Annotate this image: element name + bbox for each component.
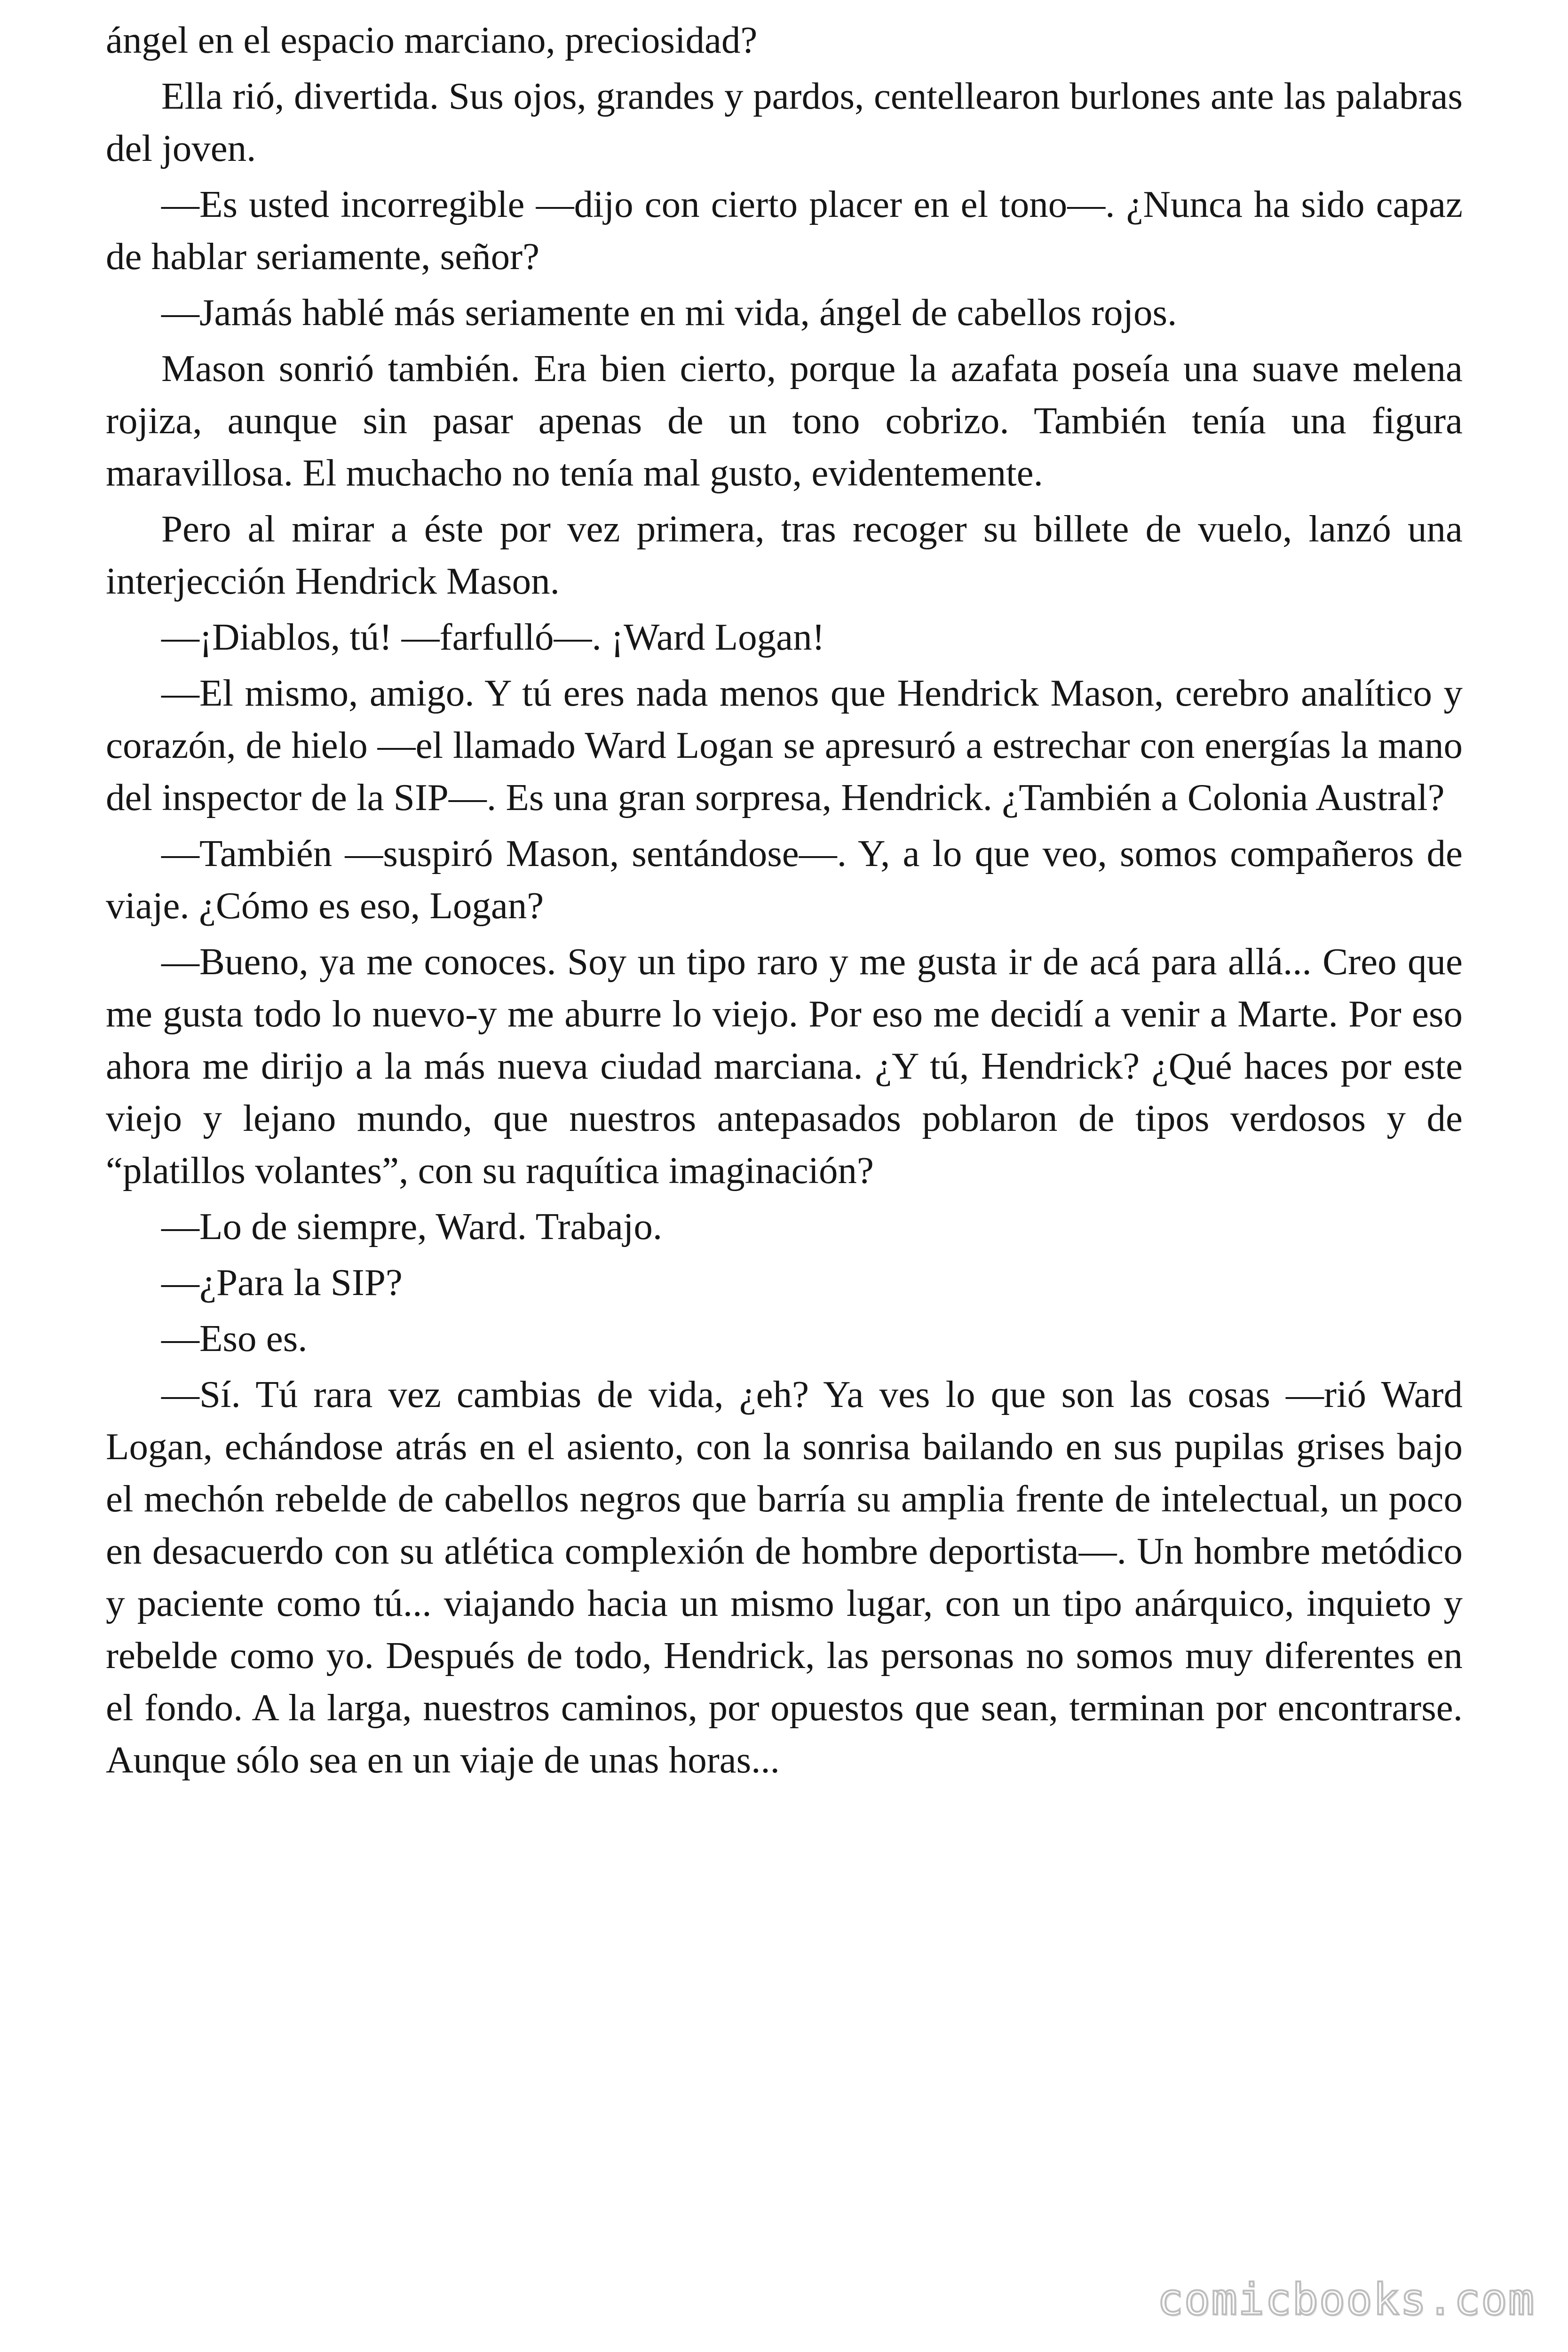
site-watermark: comicbooks.com: [1157, 2274, 1535, 2325]
book-page-text: [106, 14, 1463, 1790]
paragraph-14: —Sí. Tú rara vez cambias de vida, ¿eh? Ya ves lo que son las cosas —rió Ward Logan, echándose atrás en el asiento, con la sonrisa bailando en sus pupilas grises bajo el mechón rebelde de cabellos negros que barría su amplia frente de intelectual, un poco en desacuerdo con su atlética complexión de hombre deportista—. Un hombre metódico y paciente como tú... viajando hacia un mismo lugar, con un tipo anárquico, inquieto y rebelde como yo. Después de todo, Hendrick, las personas no somos muy diferentes en el fondo. A la larga, nuestros caminos, por opuestos que sean, terminan por encontrarse. Aunque sólo sea en un viaje de unas horas...: [106, 1373, 1463, 1781]
paragraph-13: —Eso es.: [161, 1317, 308, 1359]
paragraph-7: —¡Diablos, tú! —farfulló—. ¡Ward Logan!: [161, 616, 825, 658]
paragraph-6: Pero al mirar a éste por vez primera, tras recoger su billete de vuelo, lanzó una interjección Hendrick Mason.: [106, 508, 1463, 602]
paragraph-12: —¿Para la SIP?: [161, 1261, 403, 1303]
paragraph-3: —Es usted incorregible —dijo con cierto placer en el tono—. ¿Nunca ha sido capaz de hablar seriamente, señor?: [106, 183, 1463, 278]
paragraph-2: Ella rió, divertida. Sus ojos, grandes y pardos, centellearon burlones ante las palabras del joven.: [106, 75, 1463, 169]
paragraph-10: —Bueno, ya me conoces. Soy un tipo raro y me gusta ir de acá para allá... Creo que me gusta todo lo nuevo-y me aburre lo viejo. Por eso me decidí a venir a Marte. Por eso ahora me dirijo a la más nueva ciudad marciana. ¿Y tú, Hendrick? ¿Qué haces por este viejo y lejano mundo, que nuestros antepasados poblaron de tipos verdosos y de “platillos volantes”, con su raquítica imaginación?: [106, 940, 1463, 1192]
paragraph-5: Mason sonrió también. Era bien cierto, porque la azafata poseía una suave melena rojiza, aunque sin pasar apenas de un tono cobrizo. También tenía una figura maravillosa. El muchacho no tenía mal gusto, evidentemente.: [106, 347, 1463, 494]
paragraph-8: —El mismo, amigo. Y tú eres nada menos que Hendrick Mason, cerebro analítico y corazón, de hielo —el llamado Ward Logan se apresuró a estrechar con energías la mano del inspector de la SIP—. Es una gran sorpresa, Hendrick. ¿También a Colonia Austral?: [106, 672, 1463, 818]
paragraph-11: —Lo de siempre, Ward. Trabajo.: [161, 1205, 663, 1248]
paragraph-4: —Jamás hablé más seriamente en mi vida, ángel de cabellos rojos.: [161, 291, 1177, 334]
paragraph-1: ángel en el espacio marciano, preciosidad?: [106, 19, 758, 61]
paragraph-9: —También —suspiró Mason, sentándose—. Y, a lo que veo, somos compañeros de viaje. ¿Cómo es eso, Logan?: [106, 832, 1463, 927]
